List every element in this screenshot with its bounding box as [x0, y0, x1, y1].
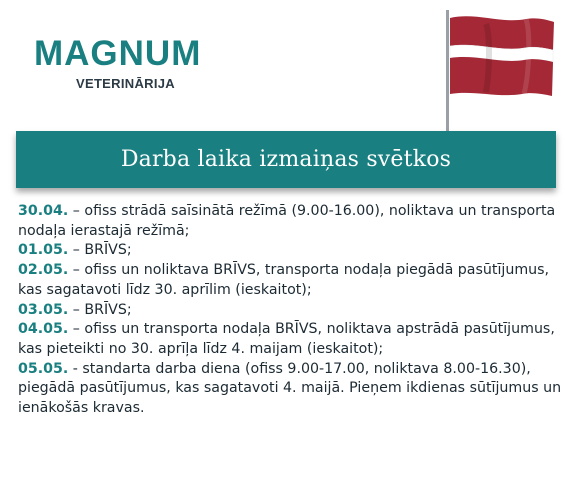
- schedule-text: – ofiss un transporta nodaļa BRĪVS, noliktava apstrādā pasūtījumus, kas pieteikti no 30. aprīļa līdz 4. maijam (ieskaitot);: [18, 321, 555, 357]
- schedule-entry: [18, 301, 566, 321]
- schedule-text: – BRĪVS;: [68, 242, 132, 259]
- latvian-flag-icon: [446, 10, 558, 135]
- schedule-entry: [18, 261, 566, 300]
- schedule-text: – BRĪVS;: [68, 301, 132, 318]
- schedule-date: 03.05.: [18, 301, 69, 318]
- schedule-entry: [18, 320, 566, 359]
- schedule-text: – ofiss strādā saīsinātā režīmā (9.00-16.00), noliktava un transporta nodaļa ierastajā režīmā;: [18, 203, 556, 239]
- schedule-entry: [18, 241, 566, 261]
- schedule-date: 01.05.: [18, 242, 69, 259]
- schedule-date: 30.04.: [18, 203, 69, 219]
- schedule-date: 05.05.: [18, 360, 69, 377]
- schedule-text: – ofiss un noliktava BRĪVS, transporta nodaļa piegādā pasūtījumus, kas sagatavoti līdz 30. aprīlim (ieskaitot);: [18, 262, 550, 298]
- schedule-entry: [18, 202, 566, 241]
- company-logo: [34, 36, 224, 91]
- holiday-schedule: [18, 202, 566, 419]
- schedule-entry: [18, 360, 566, 419]
- title-banner: [16, 131, 556, 188]
- logo-name: MAGNUM: [34, 34, 202, 73]
- banner-title: Darba laika izmaiņas svētkos: [120, 147, 452, 172]
- schedule-date: 04.05.: [18, 321, 69, 338]
- logo-subtitle: VETERINĀRIJA: [76, 76, 175, 91]
- schedule-date: 02.05.: [18, 262, 69, 279]
- schedule-text: - standarta darba diena (ofiss 9.00-17.00, noliktava 8.00-16.30), piegādā pasūtījumus, kas sagatavoti 4. maijā. Pieņem ikdienas sūtījumus un ienākošās kravas.: [18, 360, 562, 417]
